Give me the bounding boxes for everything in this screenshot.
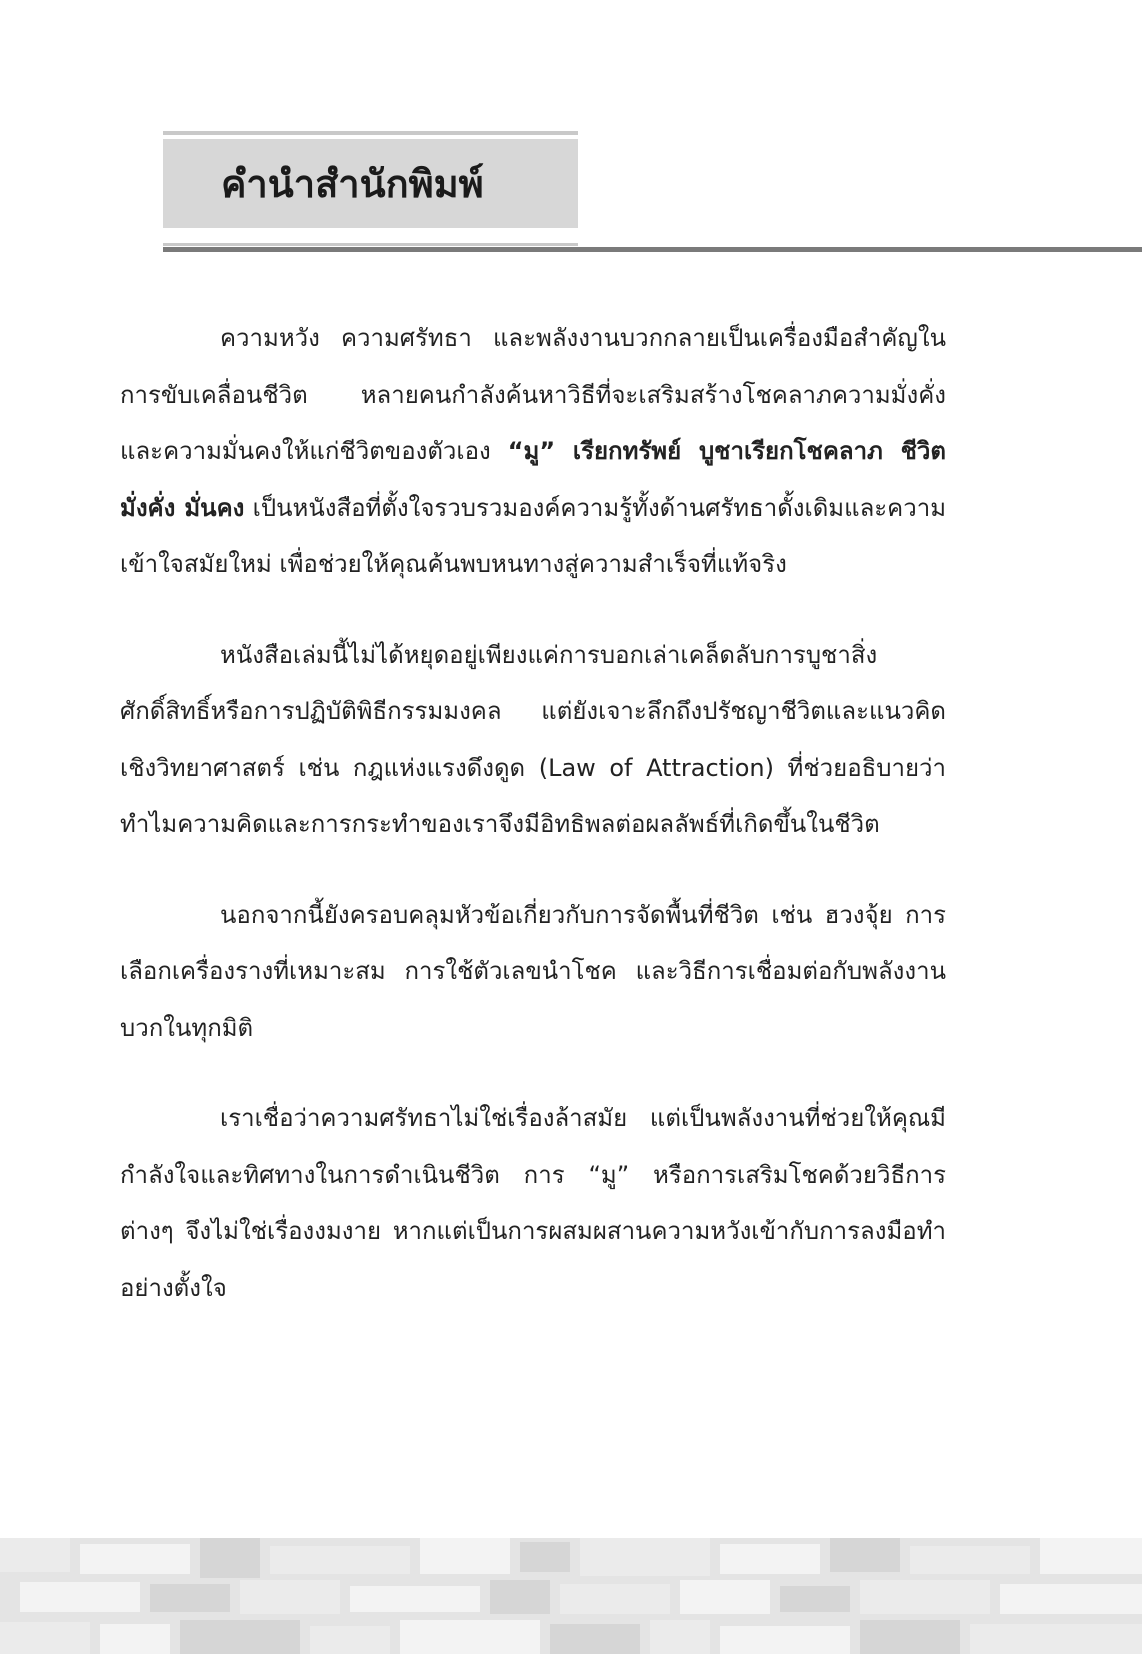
- paragraph-3: นอกจากนี้ยังครอบคลุมหัวข้อเกี่ยวกับการจัดพื้นที่ชีวิต เช่น ฮวงจุ้ย การเลือกเครื่องรางที่เหมาะสม การใช้ตัวเลขนำโชค และวิธีการเชื่อมต่อกับพลังงานบวกในทุกมิติ: [120, 900, 946, 1042]
- foreword-body: [120, 310, 946, 1350]
- heading-underline-rule: [163, 247, 1142, 252]
- paragraph-1: [120, 310, 946, 593]
- paragraph-1-intro: ความหวัง ความศรัทธา และพลังงานบวกกลายเป็นเครื่องมือสำคัญในการขับเคลื่อนชีวิต หลายคนกำลังค้นหาวิธีที่จะเสริมสร้างโชคลาภความมั่งคั่ง และความมั่นคงให้แก่ชีวิตของตัวเอง: [120, 324, 946, 465]
- heading-underline-light: [163, 243, 578, 246]
- heading-top-rule: [163, 131, 578, 135]
- book-title-emphasis: “มู” เรียกทรัพย์ บูชาเรียกโชคลาภ ชีวิตมั่งคั่ง มั่นคง: [120, 437, 946, 522]
- heading-banner: [163, 131, 578, 228]
- footer-decorative-pattern: [0, 1538, 1142, 1654]
- page-title: คำนำสำนักพิมพ์: [221, 161, 484, 206]
- paragraph-4: เราเชื่อว่าความศรัทธาไม่ใช่เรื่องล้าสมัย แต่เป็นพลังงานที่ช่วยให้คุณมีกำลังใจและทิศทางในการดำเนินชีวิต การ “มู” หรือการเสริมโชคด้วยวิธีการต่างๆ จึงไม่ใช่เรื่องงมงาย หากแต่เป็นการผสมผสานความหวังเข้ากับการลงมือทำอย่างตั้งใจ: [120, 1104, 946, 1302]
- heading-box: [163, 139, 578, 228]
- paragraph-1-rest: เป็นหนังสือที่ตั้งใจรวบรวมองค์ความรู้ทั้งด้านศรัทธาดั้งเดิมและความเข้าใจสมัยใหม่ เพื่อช่วยให้คุณค้นพบหนทางสู่ความสำเร็จที่แท้จริง: [120, 493, 947, 578]
- paragraph-2: หนังสือเล่มนี้ไม่ได้หยุดอยู่เพียงแค่การบอกเล่าเคล็ดลับการบูชาสิ่งศักดิ์สิทธิ์หรือการปฏิบัติพิธีกรรมมงคล แต่ยังเจาะลึกถึงปรัชญาชีวิตและแนวคิดเชิงวิทยาศาสตร์ เช่น กฎแห่งแรงดึงดูด (Law of Attraction) ที่ช่วยอธิบายว่าทำไมความคิดและการกระทำของเราจึงมีอิทธิพลต่อผลลัพธ์ที่เกิดขึ้นในชีวิต: [120, 640, 946, 838]
